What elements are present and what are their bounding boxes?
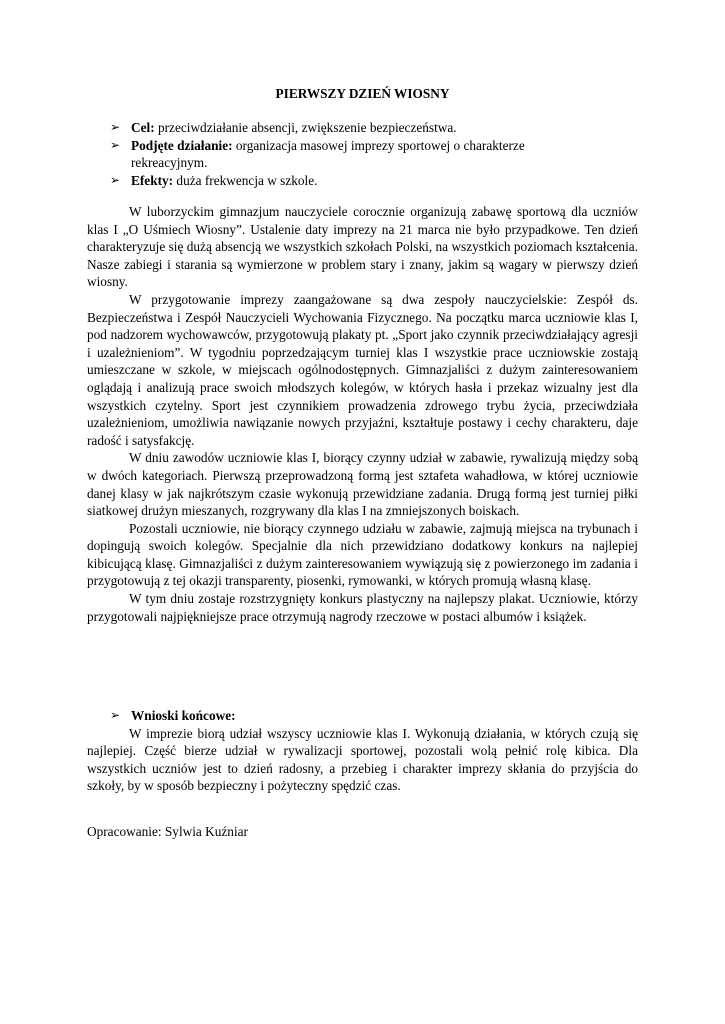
conclusions-paragraph: W imprezie biorą udział wszyscy uczniowie klas I. Wykonują działania, w których czują się najlepiej. Część bierze udział w rywalizacji sportowej, pozostali wolą pełnić rolę kibica. Dla wszystkich uczniów jest to dzień radosny, a przebieg i charakter imprezy skłania do przyjścia do szkoły, by w sposób bezpieczny i pożyteczny spędzić czas.	[87, 725, 638, 794]
body-paragraph: W przygotowanie imprezy zaangażowane są dwa zespoły nauczycielskie: Zespół ds. Bezpieczeństwa i Zespół Nauczycieli Wychowania Fizycznego. Na początku marca uczniowie klas I, pod nadzorem wychowawców, przygotowują plakaty pt. „Sport jako czynnik przeciwdziałający agresji i uzależnieniom”. W tygodniu poprzedzającym turniej klas I wszystkie prace uczniowskie zostają umieszczane w szkole, w miejscach ogólnodostępnych. Gimnazjaliści z dużym zainteresowaniem oglądają i analizują prace swoich młodszych kolegów, w których hasła i przekaz wizualny jest dla wszystkich czytelny. Sport jest czynnikiem prowadzenia zdrowego trybu życia, przeciwdziała uzależnieniom, umożliwia nawiązanie nowych przyjaźni, kształtuje postawy i cechy charakteru, daje radość i satysfakcję.	[87, 291, 638, 448]
body-paragraph: W tym dniu zostaje rozstrzygnięty konkurs plastyczny na najlepszy plakat. Uczniowie, którzy przygotowali najpiękniejsze prace otrzymują nagrody rzeczowe w postaci albumów i książek.	[87, 591, 638, 624]
body-paragraph: Pozostali uczniowie, nie biorący czynnego udziału w zabawie, zajmują miejsca na trybunach i dopingują swoich kolegów. Specjalnie dla nich przewidziano dodatkowy konkurs na najlepiej kibicującą klasę. Gimnazjaliści z dużym zainteresowaniem wywiązują się z powierzonego im zadania i przygotowują z tej okazji transparenty, piosenki, rymowanki, w których promują własną klasę.	[87, 520, 638, 589]
objective-text: przeciwdziałanie absencji, zwiększenie bezpieczeństwa.	[154, 120, 457, 135]
objective-action	[110, 137, 580, 172]
arrow-bullet-icon: ➢	[110, 708, 121, 722]
objective-label: Cel:	[131, 120, 155, 135]
conclusions-section	[87, 707, 638, 795]
objective-label: Podjęte działanie:	[131, 137, 233, 153]
document-body	[87, 203, 638, 625]
arrow-bullet-icon: ➢	[110, 137, 121, 152]
body-paragraph: W dniu zawodów uczniowie klas I, biorący czynny udział w zabawie, rywalizują między sobą w dwóch kategoriach. Pierwszą przeprowadzoną formą jest sztafeta wahadłowa, w której uczniowie danej klasy w jak najkrótszym czasie wykonują przewidziane zadania. Drugą formą jest turniej piłki siatkowej drużyn mieszanych, rozgrywany dla klas I na zmniejszonych boiskach.	[87, 450, 638, 519]
objective-text: duża frekwencja w szkole.	[173, 172, 318, 188]
document-title: PIERWSZY DZIEŃ WIOSNY	[275, 86, 450, 101]
objective-label: Efekty:	[131, 172, 174, 188]
objectives-list	[110, 119, 580, 189]
objective-goal	[110, 119, 580, 137]
author-credit: Opracowanie: Sylwia Kuźniar	[87, 824, 248, 839]
arrow-bullet-icon: ➢	[110, 172, 121, 187]
conclusions-heading-text: Wnioski końcowe:	[131, 708, 236, 723]
objective-effects	[110, 172, 580, 190]
objective-text: organizacja masowej imprezy sportowej o charakterze rekreacyjnym.	[131, 137, 525, 171]
conclusions-heading	[87, 707, 638, 725]
body-paragraph: W luborzyckim gimnazjum nauczyciele corocznie organizują zabawę sportową dla uczniów klas I „O Uśmiech Wiosny”. Ustalenie daty imprezy na 21 marca nie było przypadkowe. Ten dzień charakteryzuje się dużą absencją we wszystkich szkołach Polski, na wszystkich poziomach kształcenia. Nasze zabiegi i starania są wymierzone w problem stary i znany, jakim są wagary w pierwszy dzień wiosny.	[87, 204, 638, 290]
arrow-bullet-icon: ➢	[110, 120, 121, 134]
